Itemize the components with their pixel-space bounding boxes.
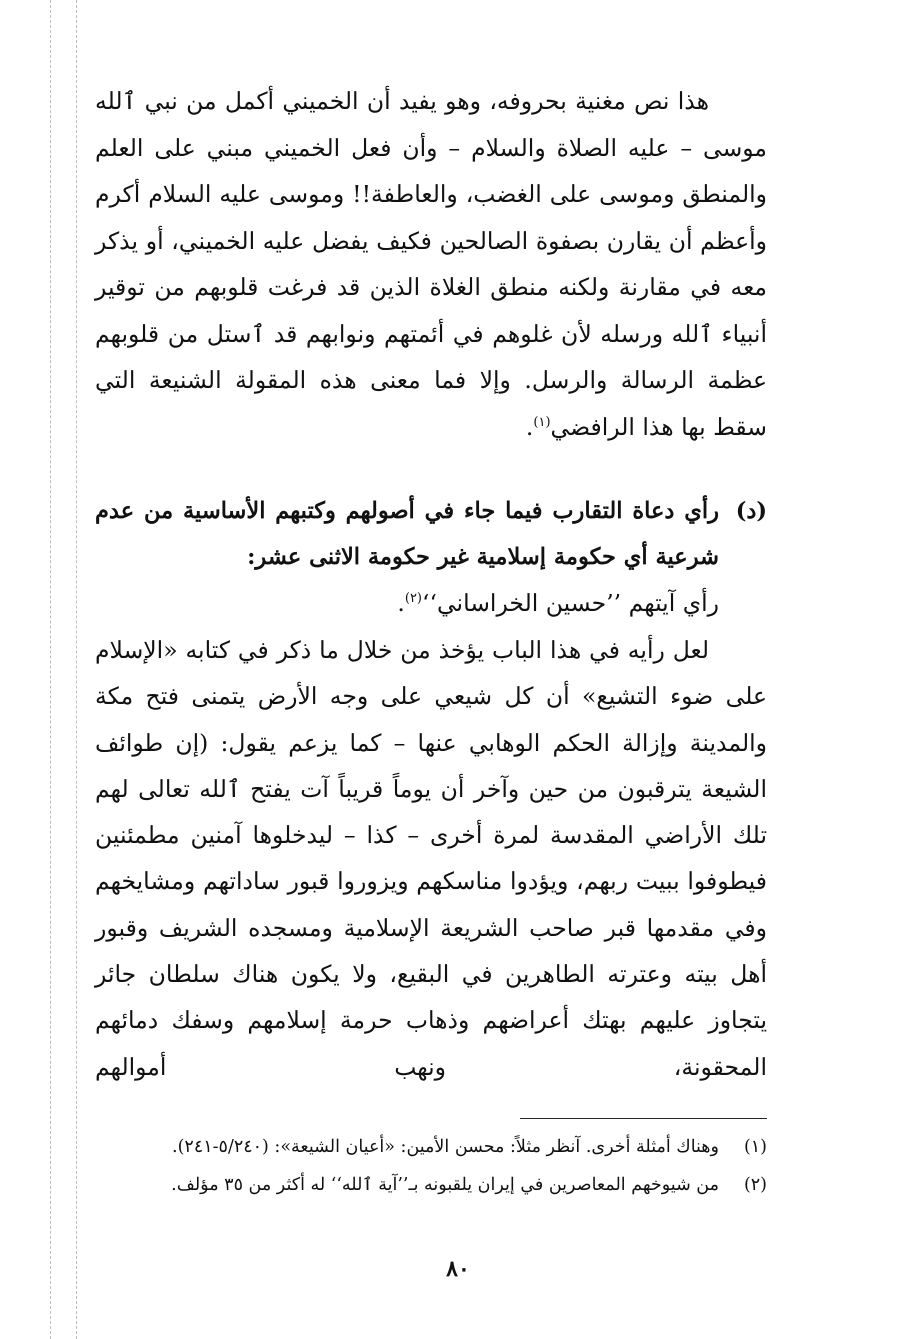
section-letter: (د) xyxy=(735,498,767,524)
section-heading xyxy=(95,488,767,580)
scan-margin-line xyxy=(50,0,51,1339)
footnote-text: وهناك أمثلة أخرى. آنظر مثلاً: محسن الأمين: «أعيان الشيعة»: (٥/٢٤٠-٢٤١). xyxy=(172,1137,719,1157)
footnotes xyxy=(95,1128,767,1204)
footnote-1 xyxy=(95,1128,767,1166)
footnote-ref-1[interactable]: (١) xyxy=(533,414,551,430)
section-subtitle-text: رأي آيتهم ’’حسين الخراساني‘‘ xyxy=(422,589,719,617)
footnote-ref-2[interactable]: (٢) xyxy=(404,591,422,607)
footnote-number: (١) xyxy=(743,1137,767,1157)
footnote-2 xyxy=(95,1166,767,1204)
scan-margin-line xyxy=(76,0,77,1339)
section-title: رأي دعاة التقارب فيما جاء في أصولهم وكتبهم الأساسية من عدم شرعية أي حكومة إسلامية غير حكومة الاثنى عشر: xyxy=(95,498,719,570)
paragraph-1-text: هذا نص مغنية بحروفه، وهو يفيد أن الخميني أكمل من نبي ٱلله موسى – عليه الصلاة والسلام – وأن فعل الخميني مبني على العلم والمنطق وموسى على الغضب، والعاطفة!! وموسى عليه السلام أكرم وأعظم أن يقارن بصفوة الصالحين فكيف يفضل عليه الخميني، أو يذكر معه في مقارنة ولكنه منطق الغلاة الذين قد فرغت قلوبهم من توقير أنبياء ٱلله ورسله لأن غلوهم في أئمتهم ونوابهم قد ٱستل من قلوبهم عظمة الرسالة والرسل. وإلا فما معنى هذه المقولة الشنيعة التي سقط بها هذا الرافضي xyxy=(95,87,767,441)
section-subtitle-end: . xyxy=(397,589,405,617)
section-d xyxy=(95,488,767,626)
page-number: ٨٠ xyxy=(446,1256,470,1282)
footnote-text: من شيوخهم المعاصرين في إيران يلقبونه بـ’’آية ٱلله‘‘ له أكثر من ٣٥ مؤلف. xyxy=(171,1175,719,1195)
paragraph-2 xyxy=(95,627,767,1090)
footnote-divider xyxy=(520,1118,767,1119)
paragraph-1 xyxy=(95,78,767,450)
footnote-number: (٢) xyxy=(743,1175,767,1195)
paragraph-2-text: لعل رأيه في هذا الباب يؤخذ من خلال ما ذكر في كتابه «الإسلام على ضوء التشيع» أن كل شيعي على وجه الأرض يتمنى فتح مكة والمدينة وإزالة الحكم الوهابي عنها – كما يزعم يقول: (إن طوائف الشيعة يترقبون من حين وآخر أن يوماً قريباً آت يفتح ٱلله تعالى لهم تلك الأراضي المقدسة لمرة أخرى – كذا – ليدخلوها آمنين مطمئنين فيطوفوا ببيت ربهم، ويؤدوا مناسكهم ويزوروا قبور ساداتهم ومشايخهم وفي مقدمها قبر صاحب الشريعة الإسلامية ومسجده الشريف وقبور أهل بيته وعترته الطاهرين في البقيع، ولا يكون هناك سلطان جائر يتجاوز عليهم بهتك أعراضهم وذهاب حرمة إسلامهم وسفك دمائهم المحقونة، ونهب أموالهم xyxy=(95,636,767,1081)
paragraph-1-end: . xyxy=(525,412,534,441)
section-subtitle xyxy=(95,580,719,626)
